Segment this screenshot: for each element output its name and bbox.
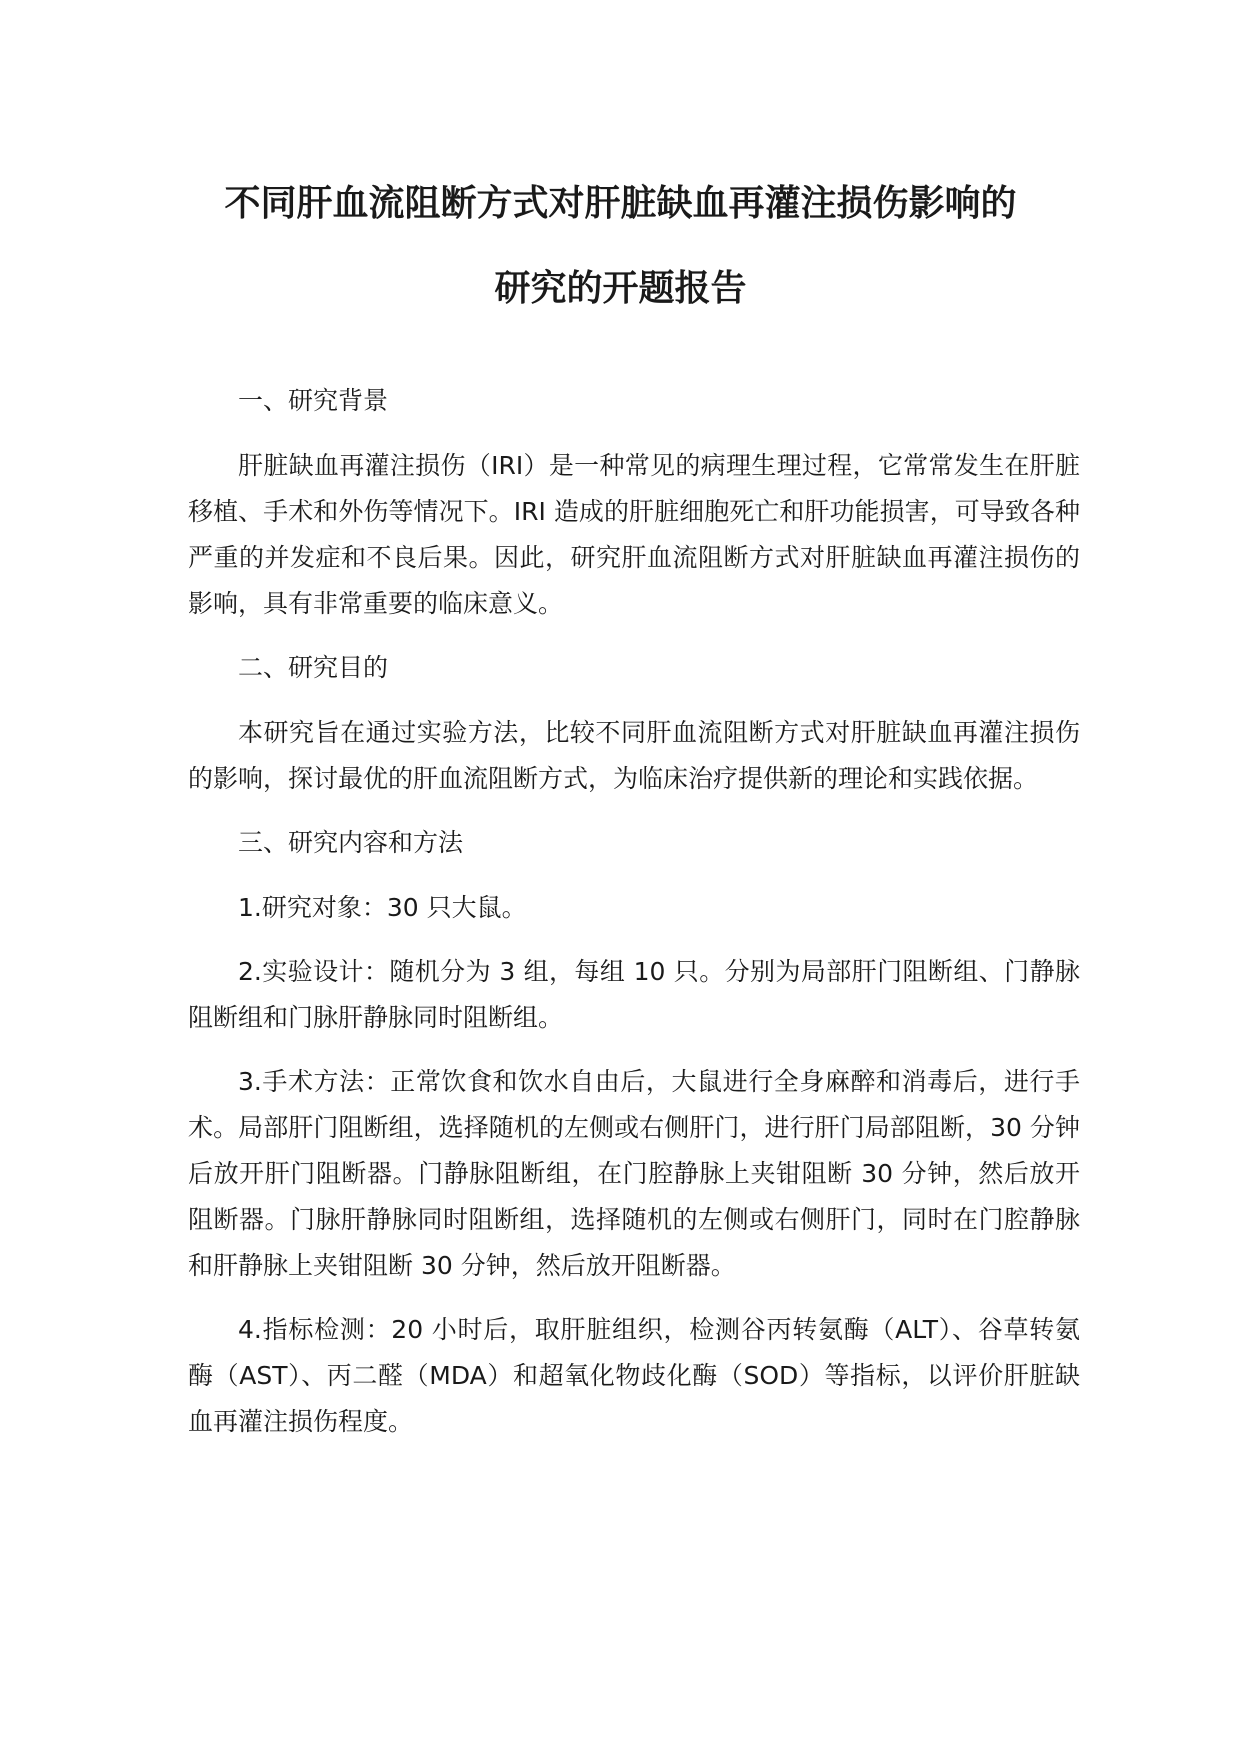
paragraph-purpose: 本研究旨在通过实验方法，比较不同肝血流阻断方式对肝脏缺血再灌注损伤的影响，探讨最优的肝血流阻断方式，为临床治疗提供新的理论和实践依据。 [188,718,1080,793]
section-heading-background: 一、研究背景 [238,386,389,415]
document-body [188,378,1080,1463]
document-title-line-2: 研究的开题报告 [494,268,747,309]
paragraph-background: 肝脏缺血再灌注损伤（IRI）是一种常见的病理生理过程，它常常发生在肝脏移植、手术和外伤等情况下。IRI 造成的肝脏细胞死亡和肝功能损害，可导致各种严重的并发症和不良后果。因此，研究肝血流阻断方式对肝脏缺血再灌注损伤的影响，具有非常重要的临床意义。 [188,451,1080,618]
method-item-design: 2.实验设计：随机分为 3 组，每组 10 只。分别为局部肝门阻断组、门静脉阻断组和门脉肝静脉同时阻断组。 [188,957,1080,1032]
method-item-indicators: 4.指标检测：20 小时后，取肝脏组织，检测谷丙转氨酶（ALT）、谷草转氨酶（AST）、丙二醛（MDA）和超氧化物歧化酶（SOD）等指标，以评价肝脏缺血再灌注损伤程度。 [188,1315,1080,1436]
method-item-surgery: 3.手术方法：正常饮食和饮水自由后，大鼠进行全身麻醉和消毒后，进行手术。局部肝门阻断组，选择随机的左侧或右侧肝门，进行肝门局部阻断，30 分钟后放开肝门阻断器。门静脉阻断组，在门腔静脉上夹钳阻断 30 分钟，然后放开阻断器。门脉肝静脉同时阻断组，选择随机的左侧或右侧肝门，同时在门腔静脉和肝静脉上夹钳阻断 30 分钟，然后放开阻断器。 [188,1067,1080,1280]
section-heading-methods: 三、研究内容和方法 [238,828,464,857]
document-title-line-1: 不同肝血流阻断方式对肝脏缺血再灌注损伤影响的 [224,183,1017,224]
method-item-subjects: 1.研究对象：30 只大鼠。 [238,893,527,922]
section-heading-purpose: 二、研究目的 [238,653,389,682]
